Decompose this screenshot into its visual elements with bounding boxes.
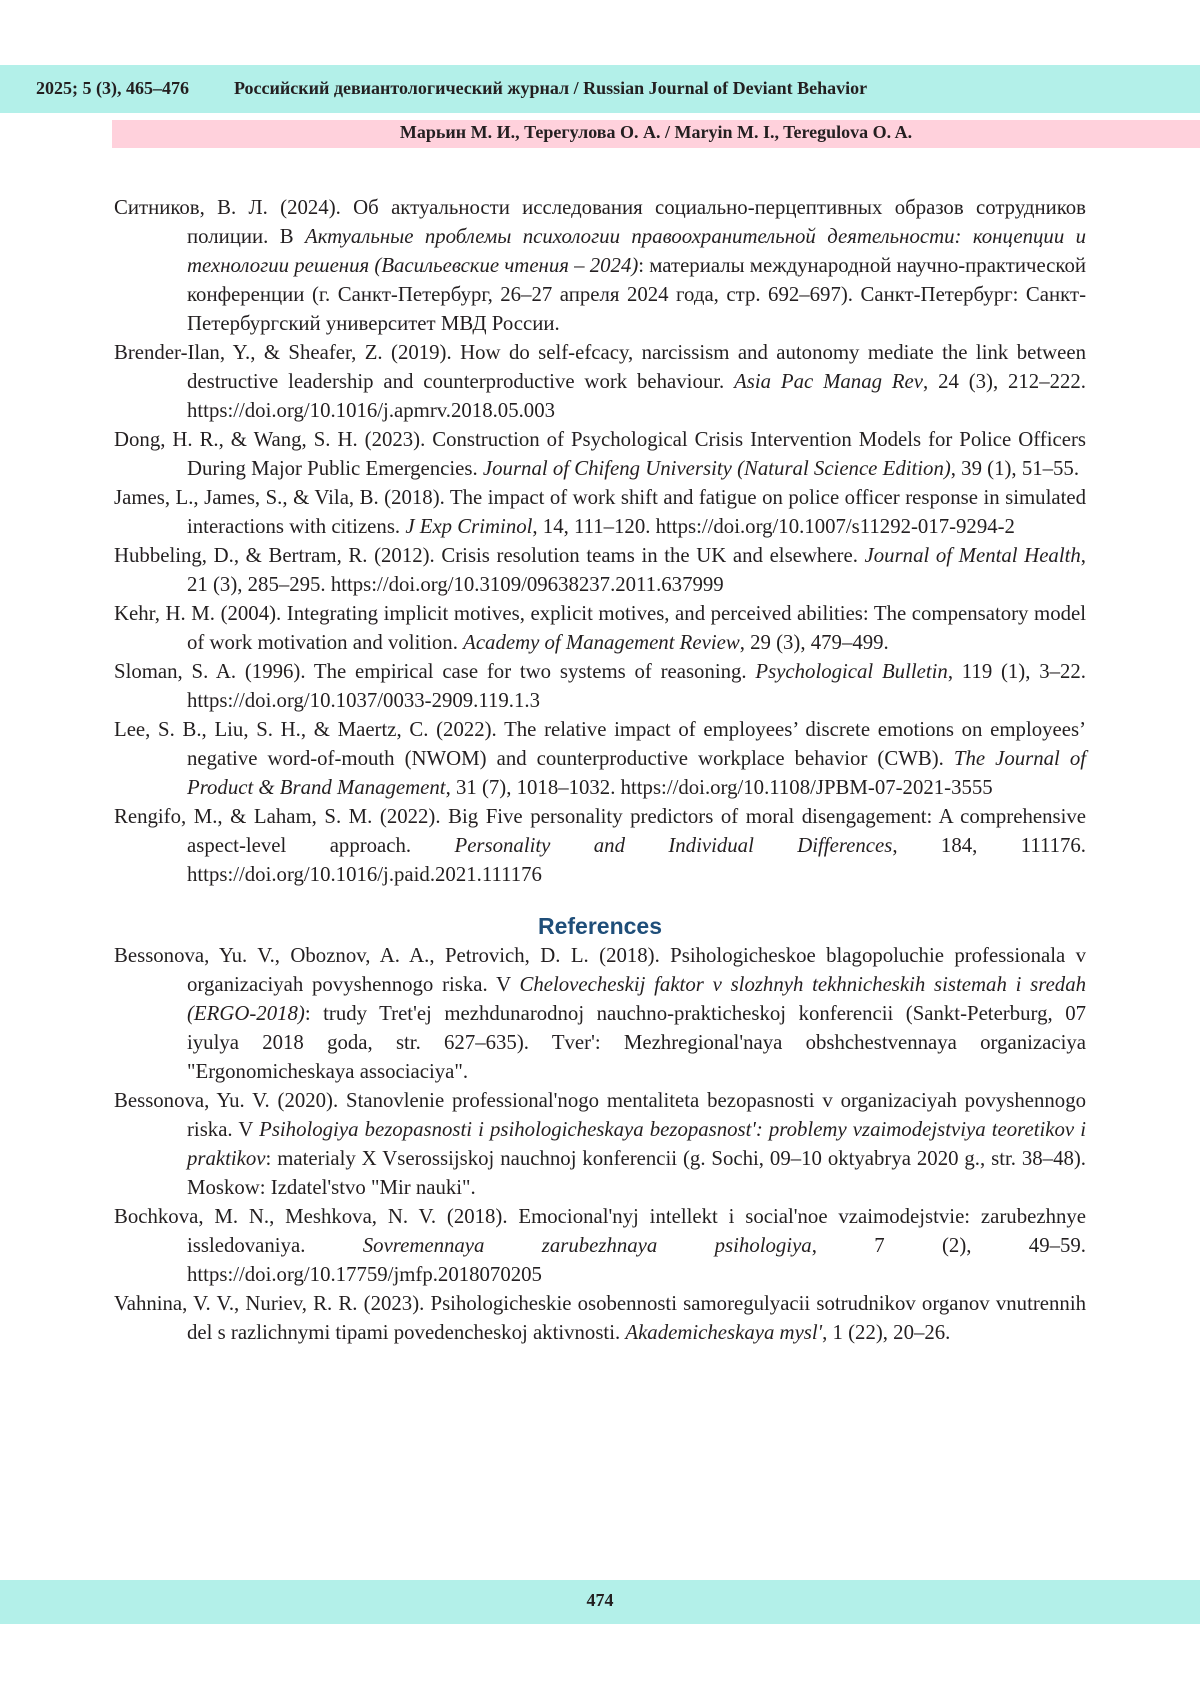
reference-item: James, L., James, S., & Vila, B. (2018). The impact of work shift and fatigue on police officer response in simulated interactions with citizens. J Exp Criminol, 14, 111–120. https://doi.org/10.1007/s11292-017-9294-2 <box>114 486 1086 538</box>
reference-item: Lee, S. B., Liu, S. H., & Maertz, C. (2022). The relative impact of employees’ discrete emotions on employees’ negative word-of-mouth (NWOM) and counterproductive workplace behavior (CWB). The Journal of Product & Brand Management, 31 (7), 1018–1032. https://doi.org/10.1108/JPBM-07-2021-3555 <box>114 718 1087 799</box>
running-authors: Марьин М. И., Терегулова О. А. / Maryin M. I., Teregulova O. A. <box>399 122 913 142</box>
reference-item: Ситников, В. Л. (2024). Об актуальности исследования социально-перцептивных образов сотрудников полиции. В Актуальные проблемы психологии правоохранительной деятельности: концепции и технологии решения (Васильевские чтения – 2024): материалы международной научно-практической конференции (г. Санкт-Петербург, 26–27 апреля 2024 года, стр. 692–697). Санкт-Петербург: Санкт-Петербургский университет МВД России. <box>114 196 1086 335</box>
references-heading: References <box>537 913 663 939</box>
reference-item: Hubbeling, D., & Bertram, R. (2012). Crisis resolution teams in the UK and elsewhere. Journal of Mental Health, 21 (3), 285–295. https://doi.org/10.3109/09638237.2011.637999 <box>114 544 1086 596</box>
page-number: 474 <box>586 1590 614 1610</box>
reference-item: Dong, H. R., & Wang, S. H. (2023). Construction of Psychological Crisis Intervention Models for Police Officers During Major Public Emergencies. Journal of Chifeng University (Natural Science Edition), 39 (1), 51–55. <box>114 428 1086 480</box>
journal-issue: 2025; 5 (3), 465–476 <box>36 78 189 98</box>
reference-item: Brender-Ilan, Y., & Sheafer, Z. (2019). How do self-efcacy, narcissism and autonomy mediate the link between destructive leadership and counterproductive work behaviour. Asia Pac Manag Rev, 24 (3), 212–222. https://doi.org/10.1016/j.apmrv.2018.05.003 <box>114 341 1086 422</box>
reference-list <box>114 193 1086 1347</box>
reference-item: Vahnina, V. V., Nuriev, R. R. (2023). Psihologicheskie osobennosti samoregulyacii sotrudnikov organov vnutrennih del s razlichnymi tipami povedencheskoj aktivnosti. Akademicheskaya mysl', 1 (22), 20–26. <box>114 1292 1086 1344</box>
reference-item: Sloman, S. A. (1996). The empirical case for two systems of reasoning. Psychological Bulletin, 119 (1), 3–22. https://doi.org/10.1037/0033-2909.119.1.3 <box>114 660 1086 712</box>
reference-item: Rengifo, M., & Laham, S. M. (2022). Big Five personality predictors of moral disengagement: A comprehensive aspect-level approach. Personality and Individual Differences, 184, 111176. https://doi.org/10.1016/j.paid.2021.111176 <box>114 805 1086 886</box>
reference-item: Bessonova, Yu. V. (2020). Stanovlenie professional'nogo mentaliteta bezopasnosti v organizaciyah povyshennogo riska. V Psihologiya bezopasnosti i psihologicheskaya bezopasnost': problemy vzaimodejstviya teoretikov i praktikov: materialy X Vserossijskoj nauchnoj konferencii (g. Sochi, 09–10 oktyabrya 2020 g., str. 38–48). Moskow: Izdatel'stvo "Mir nauki". <box>114 1089 1086 1199</box>
reference-item: Bochkova, M. N., Meshkova, N. V. (2018). Emocional'nyj intellekt i social'noe vzaimodejstvie: zarubezhnye issledovaniya. Sovremennaya zarubezhnaya psihologiya, 7 (2), 49–59. https://doi.org/10.17759/jmfp.2018070205 <box>114 1205 1086 1286</box>
journal-title: Российский девиантологический журнал / Russian Journal of Deviant Behavior <box>234 78 868 98</box>
reference-item: Bessonova, Yu. V., Oboznov, A. A., Petrovich, D. L. (2018). Psihologicheskoe blagopoluchie professionala v organizaciyah povyshennogo riska. V Chelovecheskij faktor v slozhnyh tekhnicheskih sistemah i sredah (ERGO-2018): trudy Tret'ej mezhdunarodnoj nauchno-prakticheskoj konferencii (Sankt-Peterburg, 07 iyulya 2018 goda, str. 627–635). Tver': Mezhregional'naya obshchestvennaya organizaciya "Ergonomicheskaya associaciya". <box>114 944 1086 1083</box>
reference-item: Kehr, H. M. (2004). Integrating implicit motives, explicit motives, and perceived abilities: The compensatory model of work motivation and volition. Academy of Management Review, 29 (3), 479–499. <box>114 602 1086 654</box>
